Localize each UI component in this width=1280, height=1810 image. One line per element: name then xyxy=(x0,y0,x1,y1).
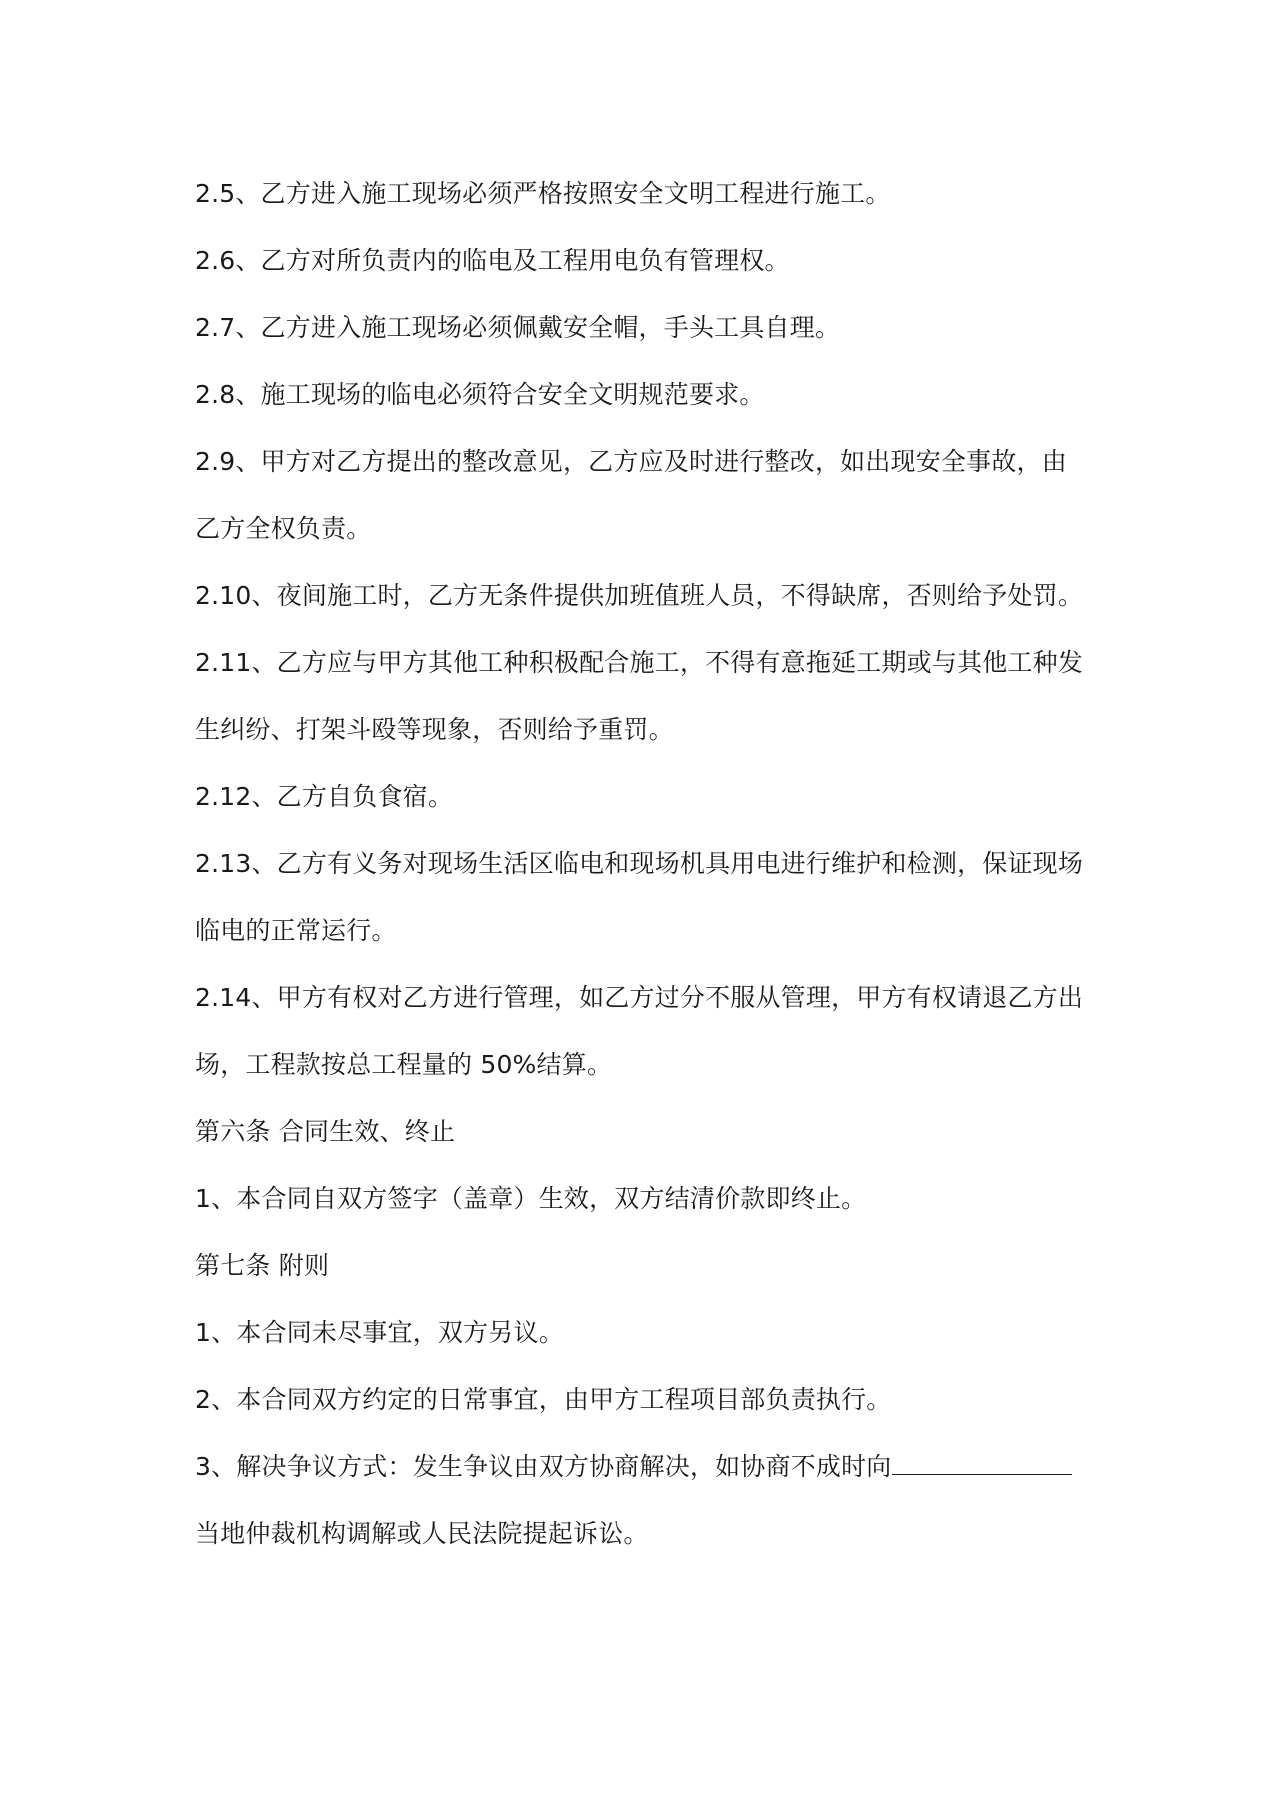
clause-2-13-line-2: 临电的正常运行。 xyxy=(195,916,397,945)
clause-2-10: 2.10、夜间施工时，乙方无条件提供加班值班人员，不得缺席，否则给予处罚。 xyxy=(195,581,1084,610)
clause-2-11-line-1: 2.11、乙方应与甲方其他工种积极配合施工，不得有意拖延工期或与其他工种发 xyxy=(195,648,1084,677)
fill-in-blank xyxy=(892,1448,1072,1475)
clause-2-14-line-2: 场，工程款按总工程量的 50%结算。 xyxy=(195,1050,613,1079)
clause-2-7: 2.7、乙方进入施工现场必须佩戴安全帽，手头工具自理。 xyxy=(195,313,841,342)
article-6-heading: 第六条 合同生效、终止 xyxy=(195,1117,456,1146)
clause-2-6: 2.6、乙方对所负责内的临电及工程用电负有管理权。 xyxy=(195,246,790,275)
article-7-item-1: 1、本合同未尽事宜，双方另议。 xyxy=(195,1318,564,1347)
article-7-item-3-line-2: 当地仲裁机构调解或人民法院提起诉讼。 xyxy=(195,1519,649,1548)
clause-2-5: 2.5、乙方进入施工现场必须严格按照安全文明工程进行施工。 xyxy=(195,179,891,208)
article-7-heading: 第七条 附则 xyxy=(195,1251,330,1280)
article-7-item-2: 2、本合同双方约定的日常事宜，由甲方工程项目部负责执行。 xyxy=(195,1385,892,1414)
document-body xyxy=(195,160,1095,1567)
article-7-item-3-line-1 xyxy=(195,1433,1095,1500)
clause-2-8: 2.8、施工现场的临电必须符合安全文明规范要求。 xyxy=(195,380,765,409)
dispute-resolution-text: 3、解决争议方式：发生争议由双方协商解决，如协商不成时向 xyxy=(195,1452,892,1481)
clause-2-11-line-2: 生纠纷、打架斗殴等现象，否则给予重罚。 xyxy=(195,715,674,744)
clause-2-12: 2.12、乙方自负食宿。 xyxy=(195,782,454,811)
clause-2-9-line-2: 乙方全权负责。 xyxy=(195,514,372,543)
article-6-item-1: 1、本合同自双方签字（盖章）生效，双方结清价款即终止。 xyxy=(195,1184,867,1213)
clause-2-14-line-1: 2.14、甲方有权对乙方进行管理，如乙方过分不服从管理，甲方有权请退乙方出 xyxy=(195,983,1084,1012)
clause-2-9-line-1: 2.9、甲方对乙方提出的整改意见，乙方应及时进行整改，如出现安全事故，由 xyxy=(195,447,1067,476)
clause-2-13-line-1: 2.13、乙方有义务对现场生活区临电和现场机具用电进行维护和检测，保证现场 xyxy=(195,849,1084,878)
